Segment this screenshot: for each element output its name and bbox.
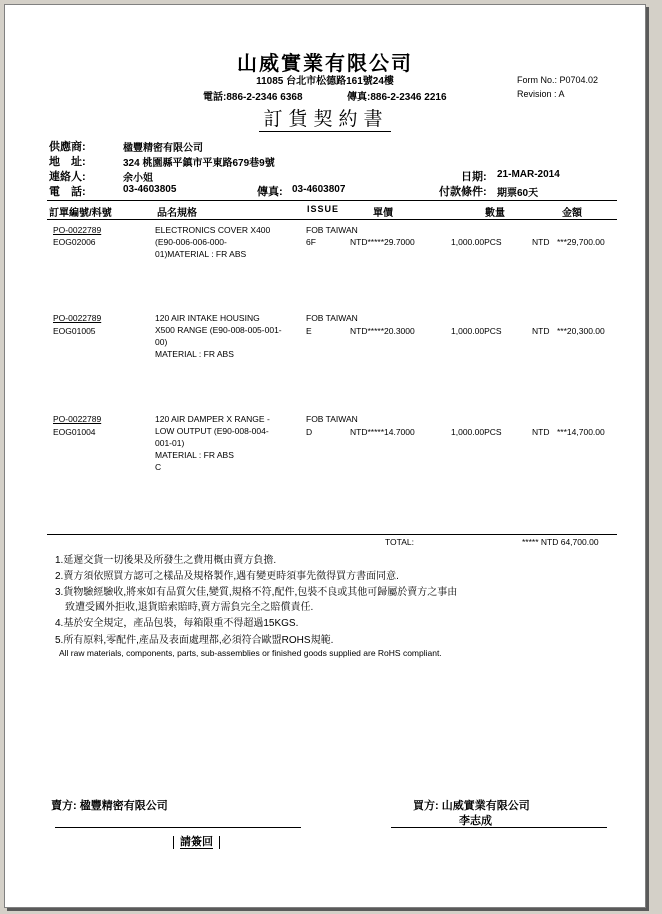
date-label: 日期: (461, 171, 487, 183)
item-desc-line: 01)MATERIAL : FR ABS (155, 249, 247, 259)
contact-label: 連絡人: (49, 171, 86, 183)
purchase-order-page (4, 4, 646, 908)
please-sign-return (173, 836, 220, 849)
po-number: PO-0022789 (53, 225, 102, 235)
date-value: 21-MAR-2014 (497, 169, 560, 180)
total-value: ***** NTD 64,700.00 (522, 537, 599, 547)
address-value: 324 桃園縣平鎮市平東路679巷9號 (123, 158, 275, 169)
phone-value: 03-4603805 (123, 184, 177, 195)
table-top-rule (47, 200, 617, 201)
currency: NTD (532, 326, 550, 336)
buyer-signatory: 李志成 (459, 815, 492, 827)
payment-value: 期票60天 (497, 188, 539, 199)
please-sign-return-text: 請簽回 (180, 836, 213, 848)
item-desc-line: ELECTRONICS COVER X400 (155, 225, 271, 235)
quantity: 1,000.00PCS (451, 237, 502, 247)
issue-code: D (306, 427, 313, 437)
fax-value: 03-4603807 (292, 184, 346, 195)
total-rule (47, 534, 617, 535)
item-desc-line: 120 AIR INTAKE HOUSING (155, 313, 260, 323)
issue-terms: FOB TAIWAN (306, 414, 358, 424)
issue-terms: FOB TAIWAN (306, 313, 358, 323)
unit-price: NTD*****29.7000 (350, 237, 415, 247)
document-title-text: 訂貨契約書 (259, 109, 390, 132)
address-label: 地 址: (49, 156, 86, 168)
col-issue: ISSUE (307, 204, 340, 214)
amount: ***29,700.00 (557, 237, 605, 247)
unit-price: NTD*****14.7000 (350, 427, 415, 437)
item-desc-line: 00) (155, 337, 168, 347)
fax-label: 傳真: (257, 186, 283, 198)
item-desc-line: 120 AIR DAMPER X RANGE - (155, 414, 270, 424)
buyer-label: 買方: 山威實業有限公司 (413, 800, 530, 812)
total-label: TOTAL: (385, 537, 414, 547)
phone-label: 電 話: (49, 186, 86, 198)
payment-label: 付款條件: (439, 186, 487, 198)
col-qty: 數量 (485, 208, 505, 219)
col-amount: 金額 (562, 208, 582, 219)
seller-label: 賣方: 楹豐精密有限公司 (51, 800, 168, 812)
document-title (5, 104, 645, 131)
part-number: EOG01005 (53, 326, 96, 336)
currency: NTD (532, 427, 550, 437)
note-line: 4.基於安全規定，產品包裝，每箱限重不得超過15KGS. (55, 618, 299, 629)
part-number: EOG01004 (53, 427, 96, 437)
po-number: PO-0022789 (53, 414, 102, 424)
note-line: 2.賣方須依照買方認可之樣品及規格製作,遇有變更時須事先徵得買方書面同意. (55, 571, 399, 582)
currency: NTD (532, 237, 550, 247)
po-number: PO-0022789 (53, 313, 102, 323)
note-line: 3.貨物驗經驗收,將來如有品質欠佳,變質,規格不符,配件,包裝不良或其他可歸屬於賣方之事由 (55, 587, 458, 598)
item-desc-line: MATERIAL : FR ABS (155, 349, 234, 359)
note-line: 致遭受國外拒收,退貨賠索賠時,賣方需負完全之賠償責任. (55, 602, 314, 613)
note-line: 5.所有原料,零配件,產品及表面處理都,必須符合歐盟ROHS規範. (55, 635, 334, 646)
issue-code: 6F (306, 237, 316, 247)
supplier-label: 供應商: (49, 141, 86, 153)
company-name: 山威實業有限公司 (237, 53, 413, 75)
quantity: 1,000.00PCS (451, 326, 502, 336)
table-header-rule (47, 219, 617, 220)
company-tel: 電話:886-2-2346 6368 (203, 92, 303, 103)
revision: Revision : A (517, 89, 565, 99)
company-address: 11085 台北市松德路161號24樓 (256, 76, 394, 87)
part-number: EOG02006 (53, 237, 96, 247)
col-order: 訂單編號/料號 (49, 208, 112, 219)
item-desc-line: C (155, 462, 162, 472)
col-price: 單價 (373, 208, 393, 219)
supplier-value: 楹豐精密有限公司 (123, 143, 203, 154)
issue-terms: FOB TAIWAN (306, 225, 358, 235)
item-desc-line: MATERIAL : FR ABS (155, 450, 234, 460)
quantity: 1,000.00PCS (451, 427, 502, 437)
col-desc: 品名規格 (157, 208, 197, 219)
seller-signature-line (55, 827, 301, 828)
item-desc-line: X500 RANGE (E90-008-005-001- (155, 325, 282, 335)
amount: ***14,700.00 (557, 427, 605, 437)
rohs-note: All raw materials, components, parts, sub-assemblies or finished goods supplied are RoHS compliant. (59, 648, 442, 658)
form-number: Form No.: P0704.02 (517, 75, 599, 85)
amount: ***20,300.00 (557, 326, 605, 336)
contact-value: 余小姐 (123, 173, 153, 184)
item-desc-line: 001-01) (155, 438, 185, 448)
item-desc-line: LOW OUTPUT (E90-008-004- (155, 426, 269, 436)
company-fax: 傳真:886-2-2346 2216 (347, 92, 447, 103)
unit-price: NTD*****20.3000 (350, 326, 415, 336)
buyer-signature-line (391, 827, 607, 828)
note-line: 1.延遲交貨一切後果及所發生之費用概由賣方負擔. (55, 555, 277, 566)
issue-code: E (306, 326, 312, 336)
item-desc-line: (E90-006-006-000- (155, 237, 227, 247)
